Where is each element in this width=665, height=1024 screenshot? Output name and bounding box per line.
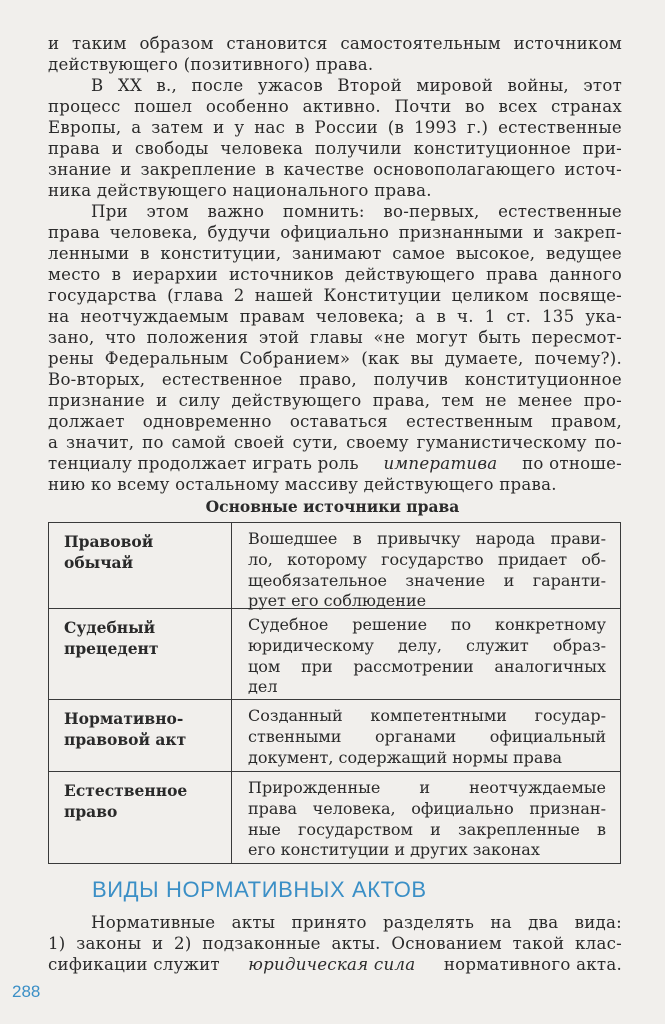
definition-cell xyxy=(232,523,620,614)
table-row xyxy=(49,609,620,700)
term-text: Нормативно- xyxy=(64,709,184,728)
paragraph-line: ника действующего национального права. xyxy=(48,181,432,200)
term-text: обычай xyxy=(64,553,134,572)
definition-text: рует его соблюдение xyxy=(248,591,427,611)
paragraph-line: нию ко всему остальному массиву действующего права. xyxy=(48,475,557,494)
term-text: Правовой xyxy=(64,532,154,551)
definition-cell xyxy=(232,700,620,777)
paragraph-line: должает одновременно оставаться естественным правом, xyxy=(48,412,622,431)
term-text: Естественное xyxy=(64,781,188,800)
table-title: Основные источники права xyxy=(205,497,460,516)
text-run: по отноше- xyxy=(522,454,622,473)
definition-text: Прирожденные и неотчуждаемые xyxy=(248,778,606,797)
italic-term: юридическая сила xyxy=(248,955,416,974)
paragraph-line: права человека, будучи официально признанными и закреп- xyxy=(48,223,622,242)
paragraph-line xyxy=(48,954,622,975)
definition-text: цом при рассмотрении аналогичных xyxy=(248,656,606,676)
paragraph-line: и таким образом становится самостоятельным источником xyxy=(48,34,622,53)
paragraph-line: При этом важно помнить: во-первых, естественные xyxy=(91,202,622,221)
paragraph-line: зано, что положения этой главы «не могут быть пересмот- xyxy=(48,328,622,347)
italic-term: императива xyxy=(383,454,498,473)
paragraph-line xyxy=(48,453,622,474)
definition-text: документ, содержащий нормы права xyxy=(248,747,562,767)
sources-table xyxy=(48,522,621,864)
definition-text: Вошедшее в привычку народа прави- xyxy=(248,529,606,548)
paragraph-line: рены Федеральным Собранием» (как вы думаете, почему?). xyxy=(48,349,622,368)
text-run: нормативного акта. xyxy=(443,955,622,974)
definition-cell xyxy=(232,772,620,870)
term-cell xyxy=(49,700,232,771)
paragraph-line: Нормативные акты принято разделять на два вида: xyxy=(91,913,622,932)
paragraph-line: Во-вторых, естественное право, получив конституционное xyxy=(48,370,622,389)
paragraph-line: государства (глава 2 нашей Конституции целиком посвяще- xyxy=(48,286,622,305)
table-row xyxy=(49,772,620,864)
page-number: 288 xyxy=(12,982,41,1001)
paragraph-line: процесс пошел особенно активно. Почти во всех странах xyxy=(48,97,622,116)
table-row xyxy=(49,523,620,609)
definition-text: Созданный компетентными государ- xyxy=(248,706,606,725)
paragraph-line: место в иерархии источников действующего права данного xyxy=(48,265,622,284)
definition-text: дел xyxy=(248,677,278,697)
section-heading: ВИДЫ НОРМАТИВНЫХ АКТОВ xyxy=(92,877,427,902)
paragraph-line: 1) законы и 2) подзаконные акты. Основанием такой клас- xyxy=(48,934,622,953)
paragraph-line: знание и закрепление в качестве основополагающего источ- xyxy=(48,160,622,179)
definition-text: права человека, официально признан- xyxy=(248,798,606,818)
definition-text: ло, которому государство придает об- xyxy=(248,549,606,569)
term-cell xyxy=(49,609,232,699)
table-row xyxy=(49,700,620,772)
definition-text: Судебное решение по конкретному xyxy=(248,615,606,634)
paragraph-line: а значит, по самой своей сути, своему гуманистическому по- xyxy=(48,433,622,452)
definition-text: щеобязательное значение и гаранти- xyxy=(248,570,606,590)
definition-text: ственными органами официальный xyxy=(248,726,606,746)
paragraph-line: действующего (позитивного) права. xyxy=(48,55,374,74)
definition-text: юридическому делу, служит образ- xyxy=(248,635,606,655)
paragraph-line: Европы, а затем и у нас в России (в 1993 г.) естественные xyxy=(48,118,622,137)
term-text: прецедент xyxy=(64,639,159,658)
definition-text: его конституции и других законах xyxy=(248,840,540,860)
paragraph-line: на неотчуждаемым правам человека; а в ч. 1 ст. 135 ука- xyxy=(48,307,622,326)
term-text: право xyxy=(64,802,118,821)
paragraph-line: ленными в конституции, занимают самое высокое, ведущее xyxy=(48,244,622,263)
definition-text: ные государством и закрепленные в xyxy=(248,819,606,839)
paragraph-line: признание и силу действующего права, тем не менее про- xyxy=(48,391,622,410)
term-text: правовой акт xyxy=(64,730,187,749)
term-cell xyxy=(49,772,232,864)
term-text: Судебный xyxy=(64,618,156,637)
paragraph-line: В XX в., после ужасов Второй мировой войны, этот xyxy=(91,76,622,95)
paragraph-line: права и свободы человека получили конституционное при- xyxy=(48,139,622,158)
term-cell xyxy=(49,523,232,608)
text-run: тенциалу продолжает играть роль xyxy=(48,454,359,473)
definition-cell xyxy=(232,609,620,705)
text-run: сификации служит xyxy=(48,955,220,974)
